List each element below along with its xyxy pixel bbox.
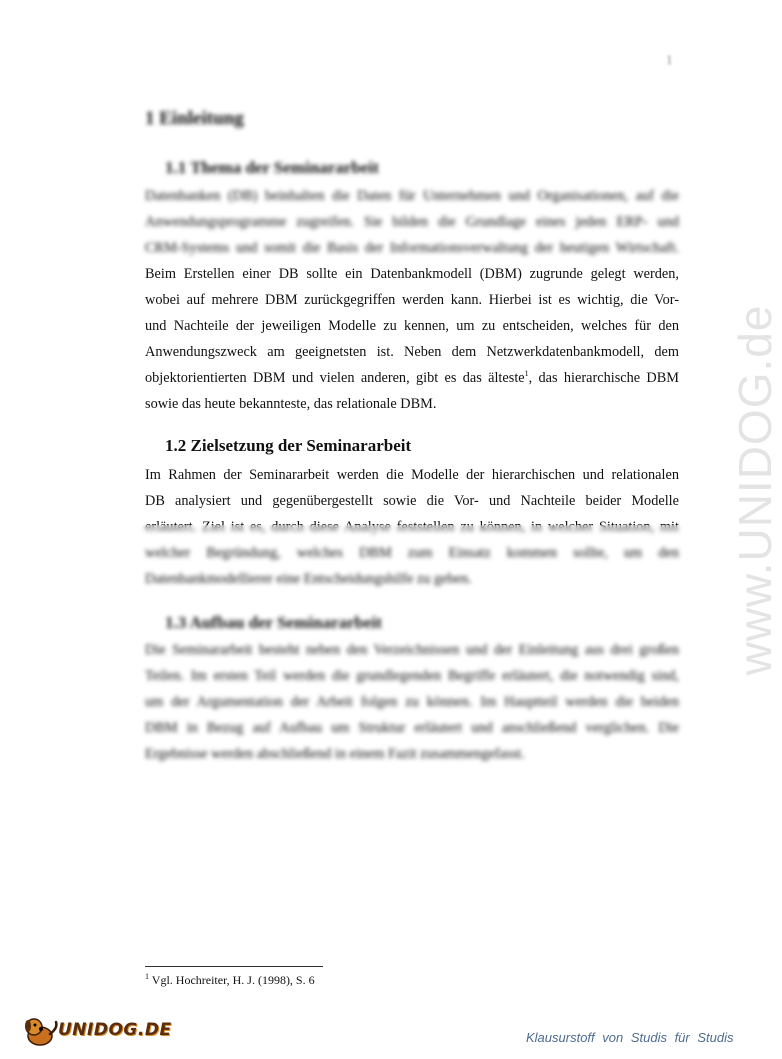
text-line: Im Rahmen der Seminararbeit werden die Modelle der hierarchischen und relationalen <box>145 467 679 483</box>
section-1-2-body <box>145 462 679 592</box>
footnote-number: 1 <box>145 972 149 981</box>
text-line <box>145 365 679 391</box>
chapter-heading: 1 Einleitung <box>145 108 244 129</box>
text-line: Ergebnisse werden abschließend in einem Fazit zusammengefasst. <box>145 746 525 762</box>
footnote-divider <box>145 966 323 967</box>
footnote-text: Vgl. Hochreiter, H. J. (1998), S. 6 <box>149 973 315 987</box>
text-line: DB analysiert und gegenübergestellt sowie die Vor- und Nachteile beider Modelle <box>145 493 679 509</box>
text-line: sowie das heute bekannteste, das relationale DBM. <box>145 396 437 412</box>
text-line: erläutert. Ziel ist es, durch diese Analyse feststellen zu können, in welcher Situation, mit <box>145 514 679 540</box>
section-1-1-title: 1.1 Thema der Seminararbeit <box>165 158 379 177</box>
text-line: um der Argumentation der Arbeit folgen zu können. Im Hauptteil werden die beiden <box>145 694 679 710</box>
watermark-text: www.UNIDOG.de <box>729 304 781 676</box>
text-line: Teilen. Im ersten Teil werden die grundlegenden Begriffe erläutert, die notwendig sind, <box>145 668 679 684</box>
section-1-3-body <box>145 637 679 767</box>
footnote <box>145 973 315 988</box>
section-1-1-body <box>145 183 679 417</box>
text-line: Beim Erstellen einer DB sollte ein Datenbankmodell (DBM) zugrunde gelegt werden, <box>145 266 679 282</box>
text-line: Datenbankmodellierer eine Entscheidungshilfe zu geben. <box>145 571 472 587</box>
page-number: 1 <box>666 52 673 67</box>
text-line: DBM in Bezug auf Aufbau um Struktur erläutert und anschließend verglichen. Die <box>145 720 679 736</box>
section-1-2-title: 1.2 Zielsetzung der Seminararbeit <box>165 436 412 455</box>
text-line: welcher Begründung, welches DBM zum Einsatz kommen sollte, um den <box>145 545 679 561</box>
tagline: Klausurstoff von Studis für Studis <box>526 1030 734 1045</box>
text-line: CRM-Systems und somit die Basis der Informationsverwaltung der heutigen Wirtschaft. <box>145 240 679 256</box>
section-1-3-title: 1.3 Aufbau der Seminararbeit <box>165 613 382 632</box>
text-line: Anwendungszweck am geeignetsten ist. Neben dem Netzwerkdatenbankmodell, dem <box>145 344 679 360</box>
unidog-logo[interactable] <box>22 1014 172 1048</box>
text-line: und Nachteile der jeweiligen Modelle zu kennen, um zu entscheiden, welches für den <box>145 318 679 334</box>
text-fragment: , das hierarchische DBM <box>528 370 679 386</box>
text-line: Die Seminararbeit besteht neben den Verzeichnissen und der Einleitung aus drei großen <box>145 642 679 658</box>
text-line: wobei auf mehrere DBM zurückgegriffen werden kann. Hierbei ist es wichtig, die Vor- <box>145 292 679 308</box>
text-line: Datenbanken (DB) beinhalten die Daten für Unternehmen und Organisationen, auf die <box>145 188 679 204</box>
dog-mascot-icon <box>22 1014 62 1048</box>
logo-text: UNIDOG.DE <box>58 1020 172 1040</box>
footnote-reference[interactable]: 1 <box>524 369 529 379</box>
text-fragment: objektorientierten DBM und vielen anderen, gibt es das älteste <box>145 370 525 386</box>
text-line: Anwendungsprogramme zugreifen. Sie bilden die Grundlage eines jeden ERP- und <box>145 214 679 230</box>
